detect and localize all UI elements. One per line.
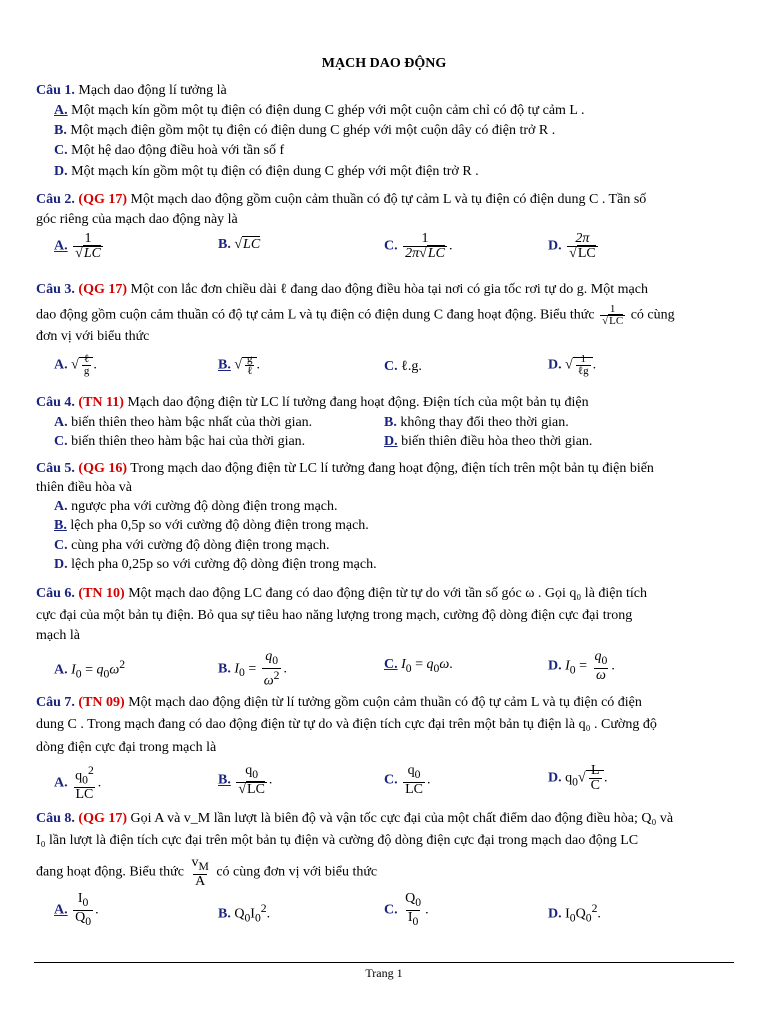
q1-option-a[interactable]: A. Một mạch kín gồm một tụ điện có điện dung C ghép với một cuộn cảm chỉ có độ tự cảm L . xyxy=(54,103,585,118)
q4-option-a[interactable]: A. biến thiên theo hàm bậc nhất của thời gian. xyxy=(54,415,313,430)
question-6-cont: cực đại của một bản tụ điện. Bỏ qua sự tiêu hao năng lượng trong mạch, cường độ dòng điện cực đại trong xyxy=(36,608,633,623)
question-7-cont2: dòng điện cực đại trong mạch là xyxy=(36,740,217,755)
q2-option-a[interactable]: A. $\frac{1}{√LC}$ xyxy=(54,231,101,261)
page-number: Trang 1 xyxy=(365,966,403,980)
question-6: Câu 6. (TN 10) Một mạch dao động LC đang có dao động điện từ tự do với tần số góc ω . Gọi q₀ là điện tích xyxy=(36,586,648,601)
q8-option-d[interactable]: D. $I_0Q_0^2$. xyxy=(548,902,601,925)
q5-option-a[interactable]: A. ngược pha với cường độ dòng điện trong mạch. xyxy=(54,499,338,514)
q3-option-d[interactable]: D. √ $\frac{1}{\text{ℓg}}$ . xyxy=(548,353,597,377)
question-3-cont2: đơn vị với biểu thức xyxy=(36,329,150,344)
q2-option-c[interactable]: C. $\frac{1}{2\pi√LC}$ . xyxy=(384,231,453,261)
q6-option-b[interactable]: B. $I_0$ = $\frac{q_0}{\omega^2}$ . xyxy=(218,649,287,689)
q6-option-a[interactable]: A. $I_0 = q_0\omega^2$ xyxy=(54,658,126,681)
q7-option-d[interactable]: D. $q_0√$ $\frac{L}{C}$ . xyxy=(548,763,608,793)
q6-option-c[interactable]: C. $I_0 = q_0\omega$. xyxy=(384,657,453,675)
q7-option-b[interactable]: B. $\frac{q_0}{√LC}$ . xyxy=(218,763,273,797)
q8-option-c[interactable]: C. $\frac{Q_0}{I_0}$ . xyxy=(384,891,429,928)
question-5: Câu 5. (QG 16) Trong mạch dao động điện từ LC lí tưởng đang hoạt động, điện tích trên một bản tụ điện biến xyxy=(36,461,654,476)
question-3-cont: dao động gồm cuộn cảm thuần có độ tự cảm L và tụ điện có điện dung C đang hoạt động. Biểu thức $\frac{1}{√LC}$ có cùng xyxy=(36,303,675,327)
question-3: Câu 3. (QG 17) Một con lắc đơn chiều dài ℓ đang dao động điều hòa tại nơi có gia tốc rơi tự do g. Một mạch xyxy=(36,282,648,297)
q1-option-d[interactable]: D. Một mạch kín gồm một tụ điện có điện dung C ghép với một điện trở R . xyxy=(54,164,479,179)
q2-option-d[interactable]: D. $\frac{2\pi}{√LC}$ xyxy=(548,231,596,261)
q1-option-c[interactable]: C. Một hệ dao động điều hoà với tần số f xyxy=(54,143,285,158)
q8-option-a[interactable]: A. $\frac{I_0}{Q_0}$ . xyxy=(54,891,99,928)
question-8-cont2: đang hoạt động. Biểu thức $\frac{v_M}{A}$ có cùng đơn vị với biểu thức xyxy=(36,855,378,889)
question-6-cont2: mạch là xyxy=(36,628,80,643)
question-8-cont: I₀ lần lượt là điện tích cực đại trên một bản tụ điện và cường độ dòng điện cực đại trong mạch dao động LC xyxy=(36,833,639,848)
question-7-cont: dung C . Trong mạch đang có dao động điện từ tự do và điện tích cực đại trên một bản tụ điện là q₀ . Cường độ xyxy=(36,717,657,732)
question-2-cont: góc riêng của mạch dao động này là xyxy=(36,212,238,227)
q4-option-b[interactable]: B. không thay đổi theo thời gian. xyxy=(384,415,569,430)
question-5-cont: thiên điều hòa và xyxy=(36,480,133,495)
q7-option-a[interactable]: A. $\frac{q_0^2}{LC}$ . xyxy=(54,764,102,803)
question-1: Câu 1. Mạch dao động lí tưởng là xyxy=(36,83,227,98)
question-4: Câu 4. (TN 11) Mạch dao động điện từ LC lí tưởng đang hoạt động. Điện tích của một bản tụ điện xyxy=(36,395,589,410)
footer-divider xyxy=(34,962,734,963)
q5-option-b[interactable]: B. lệch pha 0,5p so với cường độ dòng điện trong mạch. xyxy=(54,518,369,533)
page-title: MẠCH DAO ĐỘNG xyxy=(321,56,447,71)
q7-option-c[interactable]: C. $\frac{q_0}{LC}$ . xyxy=(384,763,431,797)
question-2: Câu 2. (QG 17) Một mạch dao động gồm cuộn cảm thuần có độ tự cảm L và tụ điện có điện dung C . Tần số xyxy=(36,192,647,207)
q3-option-b[interactable]: B. √ $\frac{g}{\text{ℓ}}$ . xyxy=(218,353,261,377)
question-7: Câu 7. (TN 09) Một mạch dao động điện từ lí tưởng gồm cuộn cảm thuần có độ tự cảm L và tụ điện có điện xyxy=(36,695,642,710)
q4-option-d[interactable]: D. biến thiên điều hòa theo thời gian. xyxy=(384,434,593,449)
q8-option-b[interactable]: B. $Q_0I_0^2$. xyxy=(218,902,271,925)
question-8: Câu 8. (QG 17) Gọi A và v_M lần lượt là biên độ và vận tốc cực đại của một chất điểm dao động điều hòa; Q₀ và xyxy=(36,811,674,826)
q2-option-b[interactable]: B. √LC xyxy=(218,237,261,252)
q3-option-c[interactable]: C. ℓ.g. xyxy=(384,359,422,374)
q5-option-c[interactable]: C. cùng pha với cường độ dòng điện trong mạch. xyxy=(54,538,330,553)
q3-option-a[interactable]: A. √ $\frac{\text{ℓ}}{g}$ . xyxy=(54,353,97,377)
q1-option-b[interactable]: B. Một mạch điện gồm một tụ điện có điện dung C ghép với một cuộn dây có điện trở R . xyxy=(54,123,556,138)
q6-option-d[interactable]: D. $I_0$ = $\frac{q_0}{\omega}$ . xyxy=(548,649,615,683)
q5-option-d[interactable]: D. lệch pha 0,25p so với cường độ dòng điện trong mạch. xyxy=(54,557,377,572)
q4-option-c[interactable]: C. biến thiên theo hàm bậc hai của thời gian. xyxy=(54,434,306,449)
